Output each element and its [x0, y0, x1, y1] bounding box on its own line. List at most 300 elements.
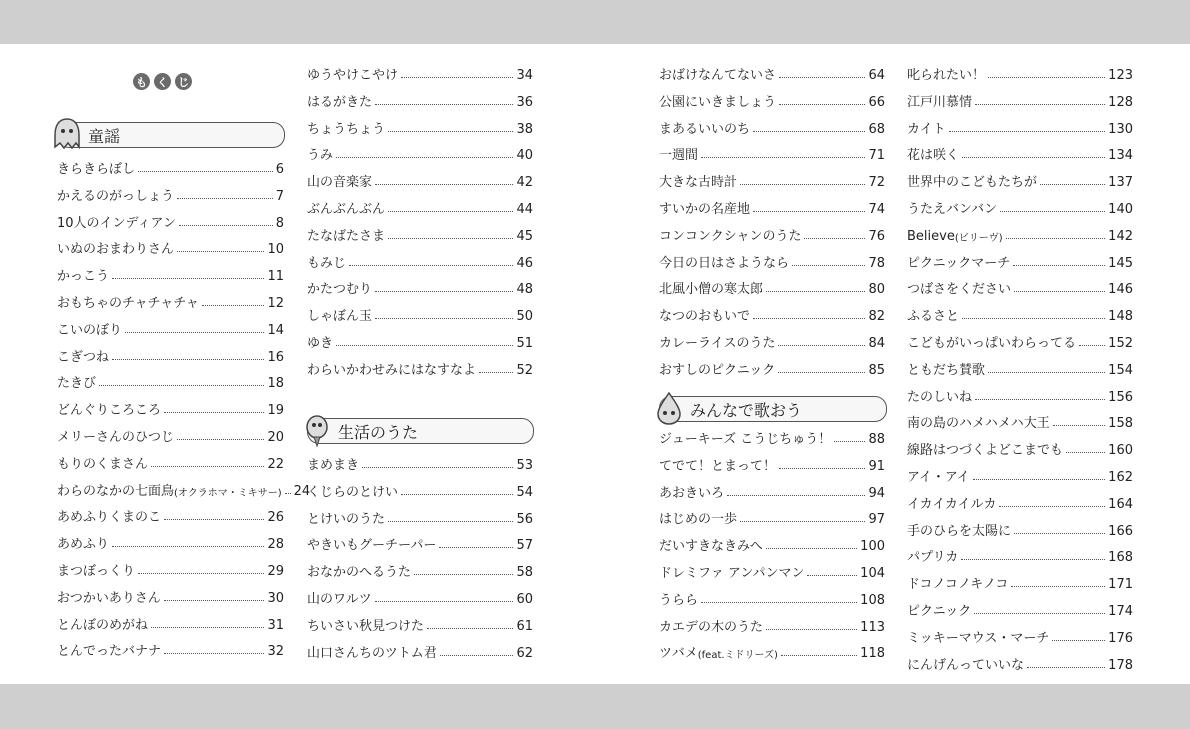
song-title: 叱られたい！	[907, 68, 986, 83]
dot-leader	[779, 104, 865, 105]
page-number: 45	[516, 228, 533, 244]
dot-leader	[701, 602, 857, 603]
song-title: とんぼのめがね	[57, 617, 149, 633]
dot-leader	[336, 345, 513, 346]
page-number: 164	[1108, 496, 1133, 512]
song-title: やきいもグーチーパー	[307, 538, 437, 554]
toc-entry	[907, 438, 1133, 458]
toc-entry	[907, 197, 1133, 217]
dot-leader	[949, 131, 1106, 132]
song-title: 世界中のこどもたちが	[907, 175, 1038, 191]
toc-entry	[307, 453, 533, 473]
dot-leader	[1013, 265, 1105, 266]
toc-entry	[307, 117, 533, 137]
toc-entry	[659, 117, 885, 137]
dot-leader	[781, 655, 857, 656]
dot-leader	[401, 494, 513, 495]
song-title: ちょうちょう	[307, 121, 386, 137]
dot-leader	[388, 238, 513, 239]
song-title: とんでったバナナ	[57, 644, 162, 660]
page-number: 44	[516, 202, 533, 217]
toc-entry	[659, 277, 885, 297]
dot-leader	[975, 399, 1105, 400]
page-number: 145	[1108, 255, 1133, 271]
song-title: いぬのおまわりさん	[57, 242, 175, 258]
page-number: 82	[868, 309, 885, 325]
song-title: メリーさんのひつじ	[57, 430, 175, 445]
toc-entry	[57, 639, 284, 659]
toc-entry	[659, 251, 885, 271]
song-title: うらら	[659, 592, 699, 608]
song-title: コンコンクシャンのうた	[659, 228, 802, 244]
dot-leader	[974, 613, 1105, 614]
top-band	[0, 0, 1190, 44]
song-title: Believe	[907, 228, 955, 244]
song-title: ともだち賛歌	[907, 362, 986, 378]
toc-entry	[659, 507, 885, 527]
page-number: 85	[868, 362, 885, 378]
toc-entry	[907, 599, 1133, 619]
page-number: 158	[1108, 416, 1133, 432]
page-number: 128	[1108, 94, 1133, 110]
page-number: 8	[275, 215, 284, 231]
page-number: 152	[1108, 336, 1133, 351]
dot-leader	[1027, 667, 1105, 668]
toc-entry	[307, 277, 533, 297]
song-title: わらいかわせみにはなすなよ	[307, 362, 477, 378]
toc-entry	[659, 143, 885, 163]
toc-entry	[659, 454, 885, 474]
bottom-band	[0, 684, 1190, 729]
toc-entry	[659, 427, 885, 447]
toc-entry	[57, 264, 284, 284]
dot-leader	[701, 157, 865, 158]
toc-entry	[907, 331, 1133, 351]
song-title: とけいのうた	[307, 511, 386, 527]
dot-leader	[962, 157, 1105, 158]
dot-leader	[202, 305, 265, 306]
page-number: 146	[1108, 282, 1133, 298]
dot-leader	[179, 225, 273, 226]
dot-leader	[164, 653, 264, 654]
toc-entry	[307, 90, 533, 110]
toc-entry	[57, 559, 284, 579]
toc-entry	[659, 481, 885, 501]
song-title: パプリカ	[907, 550, 959, 566]
dot-leader	[973, 479, 1106, 480]
page-number: 51	[516, 336, 533, 351]
dot-leader	[792, 265, 865, 266]
page-number: 154	[1108, 362, 1133, 378]
song-title: しゃぼん玉	[307, 309, 373, 325]
section-label: 童謡	[88, 126, 121, 146]
page-number: 57	[516, 538, 533, 554]
page-number: 97	[868, 512, 885, 528]
dot-leader	[753, 131, 865, 132]
toc-entry	[57, 237, 284, 257]
dot-leader	[1014, 533, 1105, 534]
dot-leader	[440, 655, 514, 656]
toc-entry	[57, 613, 284, 633]
toc-entry	[57, 157, 284, 177]
toc-entry	[907, 492, 1133, 512]
song-title: 一週間	[659, 148, 699, 164]
page-number: 19	[267, 403, 284, 419]
dot-leader	[988, 77, 1105, 78]
toc-entry	[307, 614, 533, 634]
page-number: 134	[1108, 148, 1133, 164]
song-title: ゆうやけこやけ	[307, 68, 399, 83]
mokuji-char: も	[133, 73, 150, 90]
toc-entry	[57, 532, 284, 552]
dot-leader	[766, 291, 865, 292]
page-number: 16	[267, 349, 284, 365]
song-title: おなかのへるうた	[307, 565, 412, 581]
mokuji-char: じ	[175, 73, 192, 90]
dot-leader	[375, 291, 513, 292]
song-title: ぶんぶんぶん	[307, 202, 386, 217]
dot-leader	[177, 198, 273, 199]
song-title: 北風小僧の寒太郎	[659, 282, 764, 298]
dot-leader	[112, 546, 264, 547]
section-label: みんなで歌おう	[690, 400, 803, 420]
mokuji-char: く	[154, 73, 171, 90]
toc-entry	[57, 211, 284, 231]
page-number: 30	[267, 590, 284, 606]
song-title: 公園にいきましょう	[659, 94, 777, 110]
page-number: 56	[516, 511, 533, 527]
toc-entry	[307, 304, 533, 324]
dot-leader	[766, 548, 857, 549]
song-title: きらきらぼし	[57, 162, 136, 177]
song-title: カレーライスのうた	[659, 336, 776, 351]
dot-leader	[479, 372, 513, 373]
page-number: 54	[516, 484, 533, 500]
page-number: 34	[516, 68, 533, 83]
song-title: ちいさい秋見つけた	[307, 618, 425, 634]
song-subtitle: (ビリーヴ)	[954, 232, 1003, 244]
page-number: 11	[267, 269, 284, 285]
dot-leader	[349, 265, 513, 266]
dot-leader	[439, 547, 513, 548]
toc-entry	[307, 507, 533, 527]
dot-leader	[804, 238, 865, 239]
toc-entry	[907, 465, 1133, 485]
dot-leader	[834, 441, 865, 442]
song-title: かっこう	[57, 269, 110, 285]
dot-leader	[1040, 184, 1105, 185]
dot-leader	[961, 559, 1105, 560]
toc-entry	[57, 398, 284, 418]
toc-entry	[307, 331, 533, 351]
song-subtitle: (feat.ミドリーズ)	[697, 650, 778, 662]
page-number: 50	[516, 309, 533, 325]
toc-entry	[57, 425, 284, 445]
toc-entry	[659, 304, 885, 324]
page-number: 91	[868, 458, 885, 474]
page-number: 160	[1108, 443, 1133, 459]
toc-entry	[307, 63, 533, 83]
page-number: 156	[1108, 389, 1133, 405]
dot-leader	[1052, 640, 1105, 641]
page-number: 168	[1108, 550, 1133, 566]
toc-entry	[659, 90, 885, 110]
song-title: あめふり	[57, 537, 110, 553]
page-number: 46	[516, 255, 533, 271]
song-title: まつぼっくり	[57, 564, 136, 579]
page-number: 74	[868, 202, 885, 217]
toc-entry	[307, 533, 533, 553]
toc-entry	[659, 561, 885, 581]
page-number: 162	[1108, 470, 1133, 485]
page-number: 88	[868, 432, 885, 447]
page-number: 113	[860, 619, 885, 635]
dot-leader	[807, 575, 857, 576]
toc-entry	[659, 358, 885, 378]
toc-entry	[907, 277, 1133, 297]
toc-entry	[307, 197, 533, 217]
page-number: 31	[267, 617, 284, 633]
dot-leader	[388, 521, 513, 522]
song-title: たのしいね	[907, 389, 973, 405]
toc-entry	[907, 358, 1133, 378]
toc-entry	[307, 170, 533, 190]
song-title: 山のワルツ	[307, 592, 372, 607]
dot-leader	[753, 211, 865, 212]
dot-leader	[177, 439, 264, 440]
toc-entry	[659, 331, 885, 351]
page-number: 94	[868, 485, 885, 501]
song-title: どんぐりころころ	[57, 403, 162, 419]
toc-entry	[907, 519, 1133, 539]
dot-leader	[766, 629, 857, 630]
song-title: あおきいろ	[659, 485, 725, 501]
song-title: カエデの木のうた	[659, 619, 764, 635]
toc-entry	[57, 505, 284, 525]
song-title: おもちゃのチャチャチャ	[57, 296, 199, 311]
mokuji-title	[133, 73, 192, 90]
page-number: 26	[267, 510, 284, 526]
page-number: 42	[516, 175, 533, 191]
song-title: はじめの一歩	[659, 512, 738, 528]
toc-entry	[907, 143, 1133, 163]
toc-entry	[907, 411, 1133, 431]
song-subtitle: (オクラホマ・ミキサー)	[174, 487, 282, 499]
page-number: 10	[267, 242, 284, 258]
toc-entry	[57, 184, 284, 204]
dot-leader	[778, 372, 865, 373]
song-title: 花は咲く	[907, 148, 960, 164]
page-number: 80	[868, 282, 885, 298]
song-title: 山の音楽家	[307, 175, 373, 191]
page-number: 176	[1108, 630, 1133, 646]
song-title: ゆき	[307, 336, 334, 351]
song-title: もみじ	[307, 255, 347, 271]
dot-leader	[740, 521, 865, 522]
dot-leader	[779, 468, 865, 469]
toc-entry	[659, 170, 885, 190]
page-number: 178	[1108, 657, 1133, 673]
toc-entry	[307, 358, 533, 378]
dot-leader	[138, 171, 273, 172]
song-title: たなばたさま	[307, 228, 386, 244]
song-title: まあるいいのち	[659, 121, 751, 137]
page-number: 104	[860, 566, 885, 581]
dot-leader	[151, 627, 264, 628]
dot-leader	[727, 495, 865, 496]
toc-entry	[57, 318, 284, 338]
toc-page	[0, 44, 1190, 684]
dot-leader	[414, 574, 513, 575]
page-number: 60	[516, 592, 533, 607]
song-title: まめまき	[307, 458, 360, 473]
song-title: うたえバンバン	[907, 202, 998, 217]
page-number: 148	[1108, 309, 1133, 325]
song-title: イカイカイルカ	[907, 496, 997, 512]
song-title: ジューキーズ こうじちゅう！	[659, 432, 832, 447]
dot-leader	[138, 573, 264, 574]
dot-leader	[401, 77, 513, 78]
toc-entry	[907, 385, 1133, 405]
song-title: すいかの名産地	[659, 202, 751, 217]
toc-entry	[307, 641, 533, 661]
song-title: うみ	[307, 148, 334, 164]
dot-leader	[988, 372, 1105, 373]
dot-leader	[112, 359, 264, 360]
dot-leader	[388, 131, 513, 132]
page-number: 48	[516, 282, 533, 298]
toc-entry	[659, 197, 885, 217]
toc-entry	[307, 480, 533, 500]
toc-entry	[907, 90, 1133, 110]
section-heading-dowa	[57, 122, 285, 148]
dot-leader	[975, 104, 1105, 105]
page-number: 142	[1108, 228, 1133, 244]
dot-leader	[285, 493, 291, 494]
dot-leader	[336, 157, 513, 158]
song-title: ピクニック	[907, 604, 972, 619]
page-number: 62	[516, 645, 533, 661]
song-title: かたつむり	[307, 282, 373, 298]
toc-entry	[659, 641, 885, 661]
toc-entry	[907, 63, 1133, 83]
song-title: おばけなんてないさ	[659, 68, 777, 83]
dot-leader	[164, 412, 264, 413]
page-number: 12	[267, 296, 284, 311]
song-title: てでて！とまって！	[659, 458, 777, 474]
toc-entry	[907, 304, 1133, 324]
toc-entry	[907, 653, 1133, 673]
toc-entry	[907, 117, 1133, 137]
drop-mascot-icon	[654, 391, 684, 425]
toc-entry	[57, 479, 311, 499]
song-title: つばさをください	[907, 282, 1012, 298]
song-title: こどもがいっぱいわらってる	[907, 336, 1077, 351]
dot-leader	[112, 278, 264, 279]
song-title: かえるのがっしょう	[57, 188, 175, 204]
page-number: 53	[516, 458, 533, 473]
toc-entry	[57, 371, 284, 391]
dot-leader	[375, 601, 514, 602]
song-title: 今日の日はさようなら	[659, 255, 790, 271]
toc-entry	[907, 170, 1133, 190]
page-number: 130	[1108, 121, 1133, 137]
page-number: 22	[267, 456, 284, 472]
page-number: 72	[868, 175, 885, 191]
song-title: 手のひらを太陽に	[907, 523, 1012, 539]
toc-entry	[659, 224, 885, 244]
page-number: 118	[860, 646, 885, 662]
dot-leader	[427, 628, 513, 629]
toc-entry	[907, 224, 1133, 244]
page-number: 84	[868, 336, 885, 351]
page-number: 171	[1108, 577, 1133, 593]
song-title: 大きな古時計	[659, 175, 738, 191]
song-title: 山口さんちのツトム君	[307, 645, 437, 661]
page-number: 108	[860, 592, 885, 608]
song-title: アイ・アイ	[907, 470, 970, 485]
dot-leader	[1079, 345, 1105, 346]
page-number: 166	[1108, 523, 1133, 539]
toc-entry	[907, 251, 1133, 271]
page-number: 68	[868, 121, 885, 137]
page-number: 76	[868, 228, 885, 244]
dot-leader	[778, 345, 865, 346]
page-number: 28	[267, 537, 284, 553]
page-number: 7	[275, 188, 284, 204]
song-title: ミッキーマウス・マーチ	[907, 630, 1050, 646]
dot-leader	[375, 318, 513, 319]
song-title: ドコノコノキノコ	[907, 577, 1009, 593]
dot-leader	[740, 184, 865, 185]
dot-leader	[125, 332, 264, 333]
toc-entry	[907, 572, 1133, 592]
ghost-mascot-icon	[52, 117, 82, 151]
toc-entry	[57, 345, 284, 365]
page-number: 58	[516, 565, 533, 581]
song-title: ピクニックマーチ	[907, 255, 1011, 271]
dot-leader	[1006, 238, 1106, 239]
page-number: 18	[267, 376, 284, 392]
toc-entry	[307, 143, 533, 163]
dot-leader	[362, 467, 513, 468]
page-number: 6	[275, 162, 284, 177]
page-number: 71	[868, 148, 885, 164]
page-number: 66	[868, 94, 885, 110]
page-number: 32	[267, 644, 284, 660]
section-heading-seikatsu	[307, 418, 534, 444]
dot-leader	[1014, 291, 1105, 292]
song-title: なつのおもいで	[659, 309, 751, 325]
toc-entry	[307, 560, 533, 580]
bird-mascot-icon	[302, 413, 332, 447]
toc-entry	[57, 586, 284, 606]
song-title: たきび	[57, 376, 97, 392]
dot-leader	[151, 466, 264, 467]
page-number: 100	[860, 539, 885, 555]
page-number: 14	[267, 322, 284, 338]
dot-leader	[375, 184, 513, 185]
page-number: 64	[868, 68, 885, 83]
song-title: こいのぼり	[57, 322, 123, 338]
toc-entry	[659, 588, 885, 608]
song-title: くじらのとけい	[307, 484, 399, 500]
dot-leader	[1011, 586, 1105, 587]
section-label: 生活のうた	[338, 422, 419, 442]
song-title: にんげんっていいな	[907, 657, 1025, 673]
dot-leader	[1000, 211, 1105, 212]
song-title: こぎつね	[57, 349, 110, 365]
